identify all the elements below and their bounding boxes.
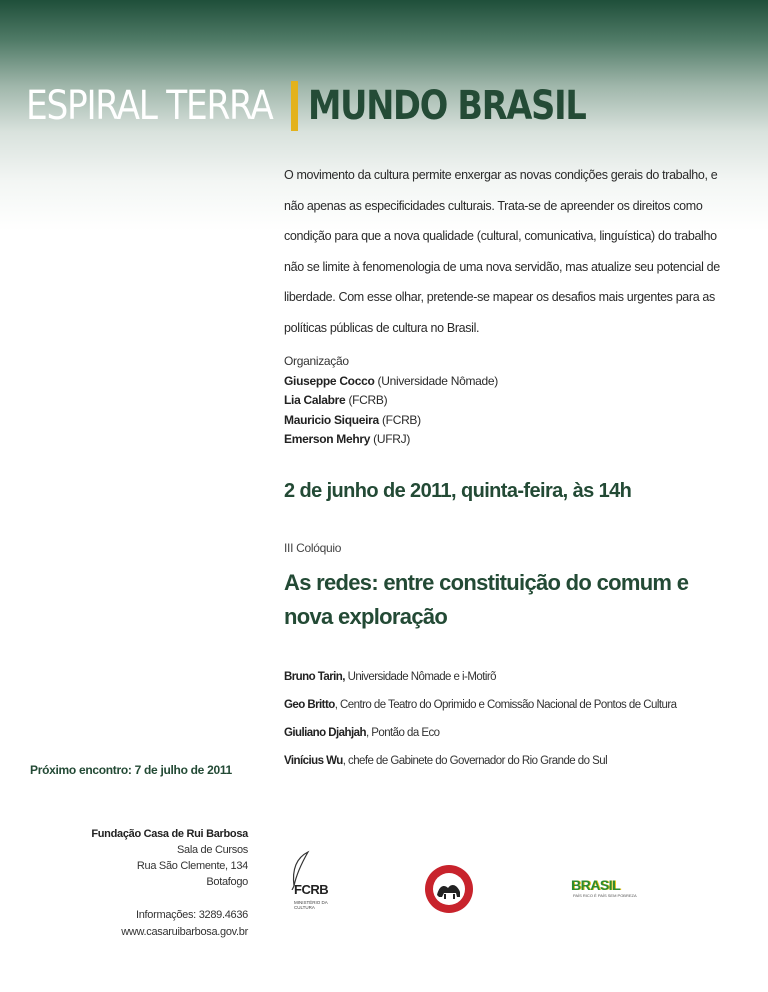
speakers-list	[284, 663, 754, 775]
speaker-desc: , chefe de Gabinete do Governador do Rio Grande do Sul	[342, 755, 608, 767]
speaker-item	[284, 691, 754, 719]
organizer-affiliation: (FCRB)	[345, 393, 388, 407]
brasil-logo-tagline: PAÍS RICO É PAÍS SEM POBREZA	[573, 893, 637, 898]
speaker-item	[284, 663, 754, 691]
address-room: Sala de Cursos	[176, 844, 248, 856]
speaker-name: Bruno Tarin,	[284, 671, 345, 683]
title-divider	[291, 81, 298, 131]
speaker-desc: , Pontão da Eco	[365, 727, 440, 739]
organizer-affiliation: (Universidade Nômade)	[374, 373, 498, 388]
intro-text: O movimento da cultura permite enxergar as novas condições gerais do trabalho, e não apenas as especificidades culturais. Trata-se de apreender os direitos como condição para que a nova qualidade (cultural, comunicativa, linguística) do trabalho não se limite à fenomenologia de uma nova servidão, mas atualize seu potencial de liberdade. Com esse olhar, pretende-se mapear os desafios mais urgentes para as políticas públicas de cultura no Brasil.	[284, 168, 720, 335]
fcrb-logo	[282, 850, 342, 920]
speaker-item	[284, 747, 754, 775]
brasil-logo	[571, 873, 635, 901]
event-series: III Colóquio	[284, 541, 342, 555]
organizer-name: Giuseppe Cocco	[284, 373, 375, 388]
speaker-desc: , Centro de Teatro do Oprimido e Comissão Nacional de Pontos de Cultura	[334, 699, 677, 711]
page-title	[26, 78, 638, 134]
fcrb-logo-text: FCRB	[294, 882, 329, 897]
event-subtitle: As redes: entre constituição do comum e nova exploração	[284, 570, 689, 629]
organizer-name: Lia Calabre	[284, 393, 346, 407]
organizer-name: Emerson Mehry	[284, 432, 371, 446]
organizer-item	[284, 430, 724, 450]
address-block	[40, 826, 248, 890]
title-left: ESPIRAL TERRA	[26, 83, 273, 129]
brasil-logo-text: BRASIL	[571, 877, 621, 893]
organizer-item	[284, 372, 724, 392]
contact-phone: Informações: 3289.4636	[135, 909, 248, 921]
next-meeting: Próximo encontro: 7 de julho de 2011	[30, 763, 232, 777]
contact-website[interactable]: www.casaruibarbosa.gov.br	[121, 926, 248, 938]
intro-paragraph	[284, 160, 724, 343]
speaker-item	[284, 719, 754, 747]
organizer-name: Mauricio Siqueira	[284, 412, 379, 427]
event-date: 2 de junho de 2011, quinta-feira, às 14h	[284, 480, 632, 502]
speaker-desc: Universidade Nômade e i-Motirõ	[344, 671, 496, 683]
institution-name: Fundação Casa de Rui Barbosa	[91, 828, 248, 840]
organization-label: Organização	[284, 354, 349, 368]
address-street: Rua São Clemente, 134	[136, 860, 248, 872]
speaker-name: Geo Britto	[284, 699, 335, 711]
organizer-item	[284, 411, 724, 431]
universidade-nomade-logo	[424, 864, 474, 914]
organizer-affiliation: (FCRB)	[378, 412, 421, 427]
speaker-name: Giuliano Djahjah	[284, 727, 366, 739]
fcrb-logo-subtext: MINISTÉRIO DA CULTURA	[294, 900, 328, 910]
speaker-name: Vinícius Wu	[284, 755, 343, 767]
organizer-affiliation: (UFRJ)	[370, 432, 411, 446]
contact-block	[40, 907, 248, 941]
organizer-item	[284, 391, 724, 411]
seal-icon	[424, 864, 474, 914]
address-district: Botafogo	[206, 876, 248, 888]
organization-block	[284, 352, 724, 450]
title-right: MUNDO BRASIL	[307, 83, 586, 129]
